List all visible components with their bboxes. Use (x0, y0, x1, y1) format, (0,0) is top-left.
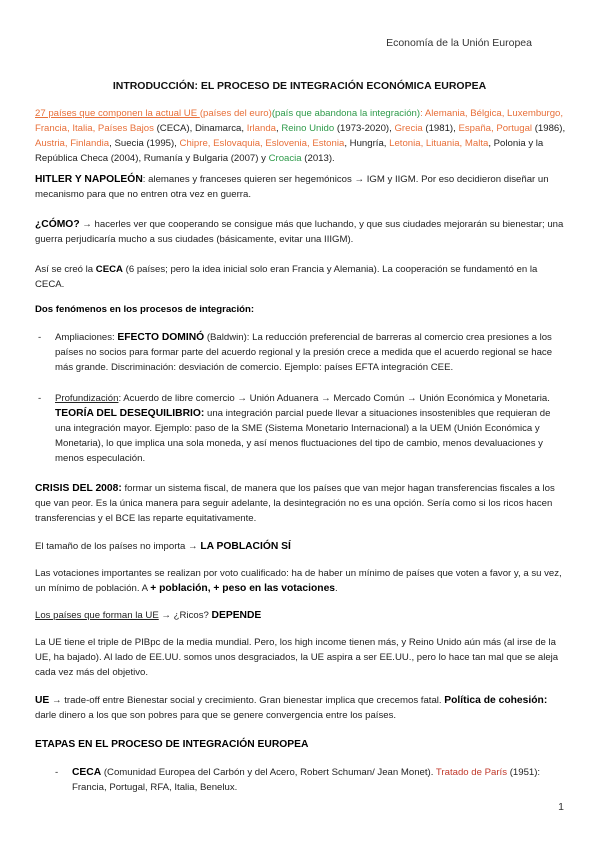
member-states-intro: 27 países que componen la actual UE (35, 108, 200, 119)
text-span: : Acuerdo de libre comercio → Unión Aduanera → Mercado Común → Unión Económica y Monetaria. (118, 393, 550, 404)
bold-term: HITLER Y NAPOLEÓN (35, 174, 143, 185)
bold-term: ¿CÓMO? (35, 219, 80, 230)
document-title: INTRODUCCIÓN: EL PROCESO DE INTEGRACIÓN ECONÓMICA EUROPEA (112, 80, 487, 92)
poblacion-paragraph (35, 539, 566, 554)
underlined-term: Profundización (55, 393, 119, 404)
bold-term: LA POBLACIÓN SÍ (200, 541, 291, 552)
tradeoff-paragraph (35, 693, 566, 723)
treaty-name: Tratado de París (435, 767, 508, 778)
text-span: Ampliaciones: (55, 332, 118, 343)
section-heading: ETAPAS EN EL PROCESO DE INTEGRACIÓN EUROPEA (35, 739, 309, 750)
section-heading: Dos fenómenos en los procesos de integración: (35, 304, 255, 315)
text-span: (Baldwin): La reducción preferencial de barreras al comercio crea presiones a los países no socios para formar parte del acuerdo regional y la presión crece a medida que el acuerdo regional se hace más grande. Discriminación: desviación de comercio. Ejemplo: países EFTA integración CEE. (55, 332, 553, 373)
bold-term: UE (35, 695, 50, 706)
bold-term: DEPENDE (211, 610, 262, 621)
crisis-paragraph (35, 481, 566, 526)
text-span: , Hungría, (344, 138, 390, 149)
bullet-dash: - (38, 393, 42, 404)
ricos-paragraph (35, 608, 566, 623)
country-croacia: Croacia (268, 153, 302, 164)
countries-2004-euro: Chipre, Eslovaquia, Eslovenia, Estonia (179, 138, 345, 149)
euro-legend: (países del euro) (199, 108, 272, 119)
underlined-term: Los países que forman la UE (35, 610, 159, 621)
paragraph-text: La UE tiene el triple de PIBpc de la media mundial. Pero, los high income tienen más, y Reino Unido aún más (al irse de la UE, ha bajado). Al lado de EE.UU. somos unos desgraciados, la UE aspira a ser EE.UU., pero lo hace tan mal que se aleja cada vez más del objetivo. (35, 637, 559, 678)
country-grecia: Grecia (394, 123, 423, 134)
bold-term: Política de cohesión: (444, 695, 548, 706)
founders-list: Alemania, Bélgica, Luxemburgo, Francia, Italia, Países Bajos (35, 108, 564, 134)
text-span: . (335, 583, 338, 594)
text-span: (1951): Francia, Portugal, RFA, Italia, Benelux. (72, 767, 541, 793)
votaciones-paragraph (35, 566, 566, 596)
bullet-dash: - (38, 332, 42, 343)
bold-term: CRISIS DEL 2008: (35, 483, 122, 494)
country-reino-unido: Reino Unido (281, 123, 335, 134)
bold-term: TEORÍA DEL DESEQUILIBRIO: (55, 408, 205, 419)
pibpc-paragraph (35, 635, 566, 680)
text-span: , Polonia y la República Checa (2004), Rumanía y Bulgaria (2007) y (35, 138, 544, 164)
text-span: Así se creó la (35, 264, 96, 275)
text-span: , (276, 123, 282, 134)
text-span: darle dinero a los que son pobres para que se genere convergencia entre los países. (35, 710, 397, 721)
text-span: (CECA), Dinamarca, (153, 123, 247, 134)
bold-term: + población, + peso en las votaciones (150, 583, 336, 594)
list-item (38, 330, 566, 375)
country-austria-finlandia: Austria, Finlandia (35, 138, 110, 149)
bullet-dash: - (55, 767, 59, 778)
bold-term: EFECTO DOMINÓ (117, 332, 205, 343)
paragraph-text: formar un sistema fiscal, de manera que los países que van mejor hagan transferencias fiscales a los que van peor. Es la única manera para seguir adelante, la desintegración no es una opción. Sería como si los ricos hacen transferencias y el BCE las reparte equitativamente. (35, 483, 555, 524)
hitler-napoleon-paragraph (35, 172, 566, 202)
country-espana-portugal: España, Portugal (458, 123, 533, 134)
page-header: Economía de la Unión Europea (386, 37, 532, 49)
text-span: (1986), (532, 123, 566, 134)
text-span: → trade-off entre Bienestar social y crecimiento. Gran bienestar implica que crecemos fatal. (49, 695, 445, 706)
como-paragraph (35, 217, 566, 247)
colon: : (420, 108, 425, 119)
text-span: El tamaño de los países no importa → (35, 541, 201, 552)
paragraph-text: → hacerles ver que cooperando se consigue más que luchando, y que sus ciudades mejorarán su bienestar; una guerra perjudicaría mucho a sus ciudades (básicamente, evitar una IIIGM). (35, 219, 564, 245)
country-irlanda: Irlanda (246, 123, 277, 134)
text-span: , Suecia (1995), (109, 138, 180, 149)
text-span: (1973-2020), (334, 123, 395, 134)
paragraph-text: : alemanes y franceses quieren ser hegemónicos → IGM y IIGM. Por eso decidieron diseñar un mecanismo para que no entren otra vez en guerra. (35, 174, 549, 200)
text-span: Las votaciones importantes se realizan por voto cualificado: ha de haber un mínimo de países que voten a favor y, a su vez, un mínimo de población. A (35, 568, 562, 594)
text-span: (Comunidad Europea del Carbón y del Acero, Robert Schuman/ Jean Monet). (101, 767, 436, 778)
text-span: (1981), (422, 123, 459, 134)
text-span: (2013). (301, 153, 335, 164)
bold-term: CECA (72, 767, 102, 778)
text-span: una integración parcial puede llevar a situaciones insostenibles que requieran de una integración mayor. Ejemplo: paso de la SME (Sistema Monetario Internacional) a la UEM (Unión Económica y Monetaria), lo que implica una sola moneda, y así menos fluctuaciones del tipo de cambio, menos devaluaciones y menos especulación. (55, 408, 551, 464)
ceca-paragraph (35, 262, 566, 292)
list-item (38, 391, 566, 466)
countries-baltic-malta: Letonia, Lituania, Malta (389, 138, 489, 149)
text-span: (6 países; pero la idea inicial solo eran Francia y Alemania). La cooperación se fundamentó en la CECA. (35, 264, 538, 290)
page-number: 1 (558, 801, 564, 813)
list-item (55, 765, 566, 795)
member-states-paragraph (35, 106, 566, 166)
leaving-legend: (país que abandona la integración) (271, 108, 421, 119)
text-span: → ¿Ricos? (158, 610, 212, 621)
bold-term: CECA (95, 264, 123, 275)
